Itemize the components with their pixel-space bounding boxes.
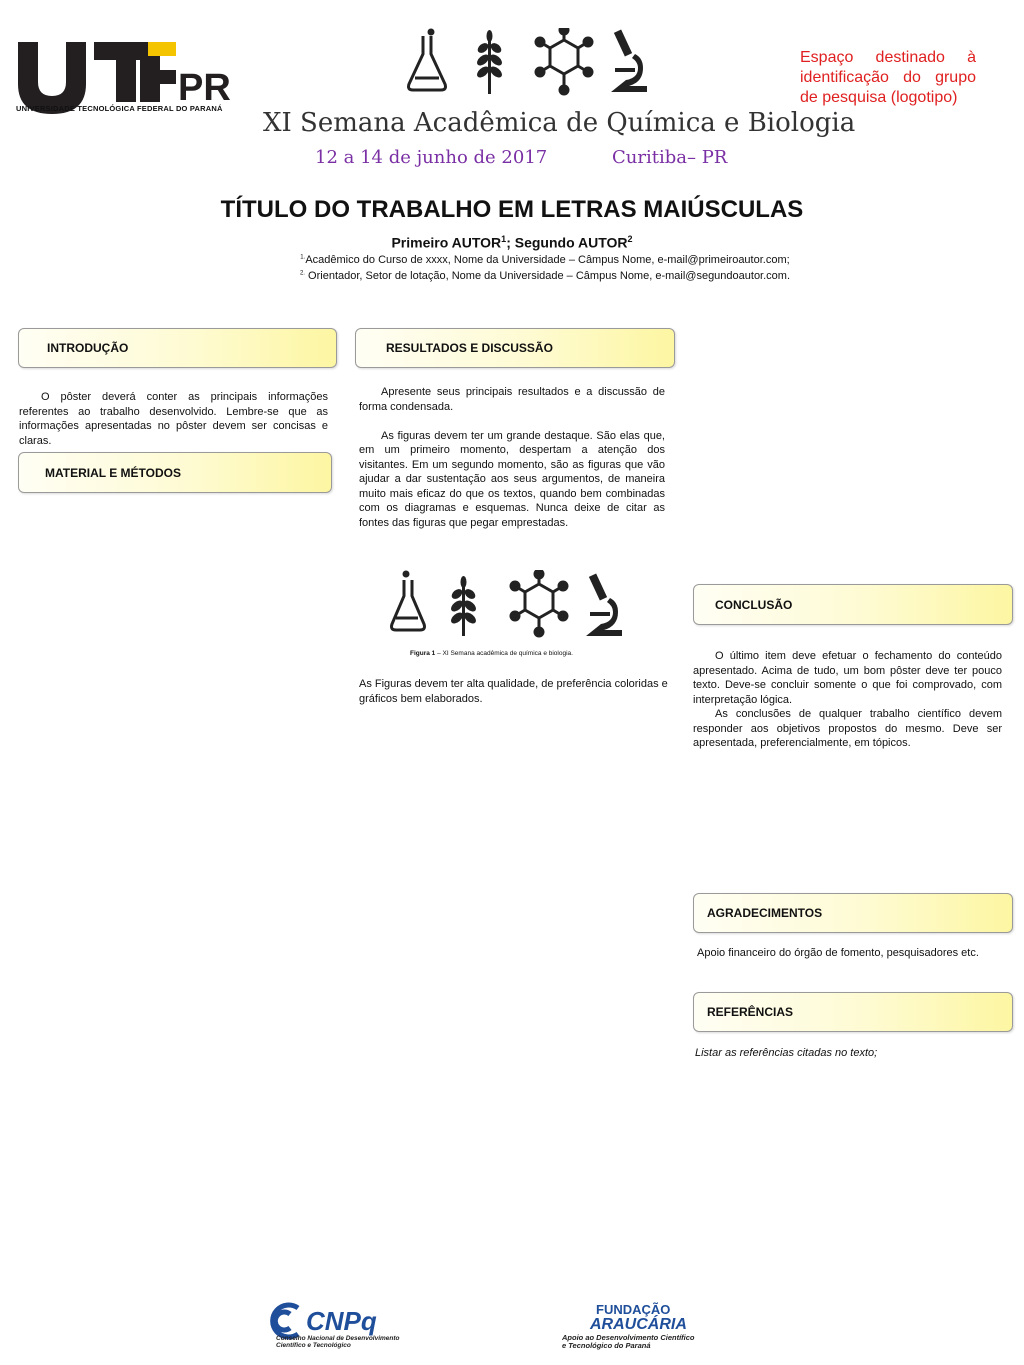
molecule-icon <box>536 28 592 94</box>
introduction-text <box>19 390 328 448</box>
cnpq-logo <box>268 1300 418 1350</box>
affiliation-2 <box>0 270 1024 282</box>
arau-sub1: Apoio ao Desenvolvimento Científico <box>562 1333 695 1342</box>
paragraph: As figuras devem ter um grande destaque. São elas que, em um primeiro momento, despertam a atenção dos visitantes. Em um segundo momento, são as figuras que vão ajudar a dar sustentação aos seus argumentos, de maneira muito mais eficaz do que os textos, quando bem combinadas com os diagramas e esquemas. Nunca deixe de citar as fontes das figuras que pegar emprestadas. <box>359 429 665 529</box>
section-title: INTRODUÇÃO <box>47 341 129 355</box>
event-city: Curitiba– PR <box>612 147 728 168</box>
affiliation-1-text: Acadêmico do Curso de xxxx, Nome da Universidade – Câmpus Nome, e-mail@primeiroautor.com; <box>305 254 790 266</box>
figure-label: Figura 1 <box>410 650 436 657</box>
affiliation-2-text: Orientador, Setor de lotação, Nome da Universidade – Câmpus Nome, e-mail@segundoautor.com. <box>304 270 791 282</box>
paragraph: O último item deve efetuar o fechamento do conteúdo apresentado. Acima de tudo, um bom pôster deve ter pouco texto. Deve-se concluir somente o que foi comprovado, com interpretação lógica. <box>693 650 1002 706</box>
section-header-methods <box>18 452 332 493</box>
svg-text:PR: PR <box>178 67 231 109</box>
figure-caption-text: – XI Semana acadêmica de química e biologia. <box>435 650 573 657</box>
paragraph: O pôster deverá conter as principais informações referentes ao trabalho desenvolvido. Lembre-se que as informações apresentadas no pôster devem ser concisas e claras. <box>19 391 328 447</box>
paragraph: As Figuras devem ter alta qualidade, de preferência coloridas e gráficos bem elaborados. <box>359 678 668 705</box>
author-1-sup: 1 <box>501 234 507 244</box>
fundacao-araucaria-logo <box>560 1300 720 1350</box>
microscope-icon <box>611 30 647 92</box>
results-text <box>359 385 665 530</box>
section-header-results <box>355 328 675 368</box>
cnpq-sub1: Conselho Nacional de Desenvolvimento <box>276 1335 400 1342</box>
affiliation-2-sup: 2. <box>299 270 305 277</box>
paragraph: Listar as referências citadas no texto; <box>695 1047 878 1059</box>
authors <box>0 234 1024 251</box>
acknowledgements-text <box>697 946 1007 961</box>
figure-1-caption <box>410 650 573 657</box>
university-name: UNIVERSIDADE TECNOLÓGICA FEDERAL DO PARANÁ <box>16 104 223 113</box>
author-1: Primeiro AUTOR <box>391 234 502 251</box>
section-title: MATERIAL E MÉTODOS <box>45 465 182 480</box>
section-header-references <box>693 992 1013 1032</box>
paragraph: As conclusões de qualquer trabalho científico devem responder aos objetivos propostos do mesmo. Deve ser apresentada, preferencialmente, em tópicos. <box>693 708 1002 749</box>
section-header-introduction <box>18 328 337 368</box>
section-title: RESULTADOS E DISCUSSÃO <box>386 341 553 355</box>
affiliation-1-sup: 1. <box>300 254 306 261</box>
cnpq-sub2: Científico e Tecnológico <box>276 1342 351 1349</box>
figure-1-icons <box>390 570 630 638</box>
work-title: TÍTULO DO TRABALHO EM LETRAS MAIÚSCULAS <box>220 196 804 223</box>
cnpq-name: CNPq <box>306 1306 377 1336</box>
section-header-acknowledgements <box>693 893 1013 933</box>
conclusion-text <box>693 649 1002 751</box>
science-icons <box>405 28 665 98</box>
figure-note <box>359 677 670 706</box>
section-title: REFERÊNCIAS <box>707 1005 794 1019</box>
flask-icon <box>392 572 425 630</box>
paragraph: Apresente seus principais resultados e a discussão de forma condensada. <box>359 386 665 413</box>
cnpq-emblem-icon <box>273 1305 298 1337</box>
references-text <box>695 1046 1005 1061</box>
molecule-icon <box>511 570 567 636</box>
author-2: ; Segundo AUTOR <box>506 234 628 251</box>
arau-name2: ARAUCÁRIA <box>590 1316 687 1333</box>
paragraph: Apoio financeiro do órgão de fomento, pesquisadores etc. <box>697 947 979 959</box>
author-2-sup: 2 <box>627 234 633 244</box>
group-logo-placeholder: Espaço destinado à identificação do grupo de pesquisa (logotipo) <box>800 49 976 106</box>
flask-icon <box>409 30 446 90</box>
section-title: CONCLUSÃO <box>715 597 793 612</box>
arau-name1: FUNDAÇÃO <box>596 1302 671 1317</box>
wheat-icon <box>475 30 504 94</box>
wheat-icon <box>449 576 478 636</box>
event-date: 12 a 14 de junho de 2017 <box>315 147 548 168</box>
arau-sub2: e Tecnológico do Paraná <box>562 1341 651 1350</box>
section-title: AGRADECIMENTOS <box>707 906 823 920</box>
event-title: XI Semana Acadêmica de Química e Biologia <box>263 108 856 138</box>
affiliation-1 <box>0 254 1024 266</box>
microscope-icon <box>586 574 622 636</box>
section-header-conclusion <box>693 584 1013 625</box>
